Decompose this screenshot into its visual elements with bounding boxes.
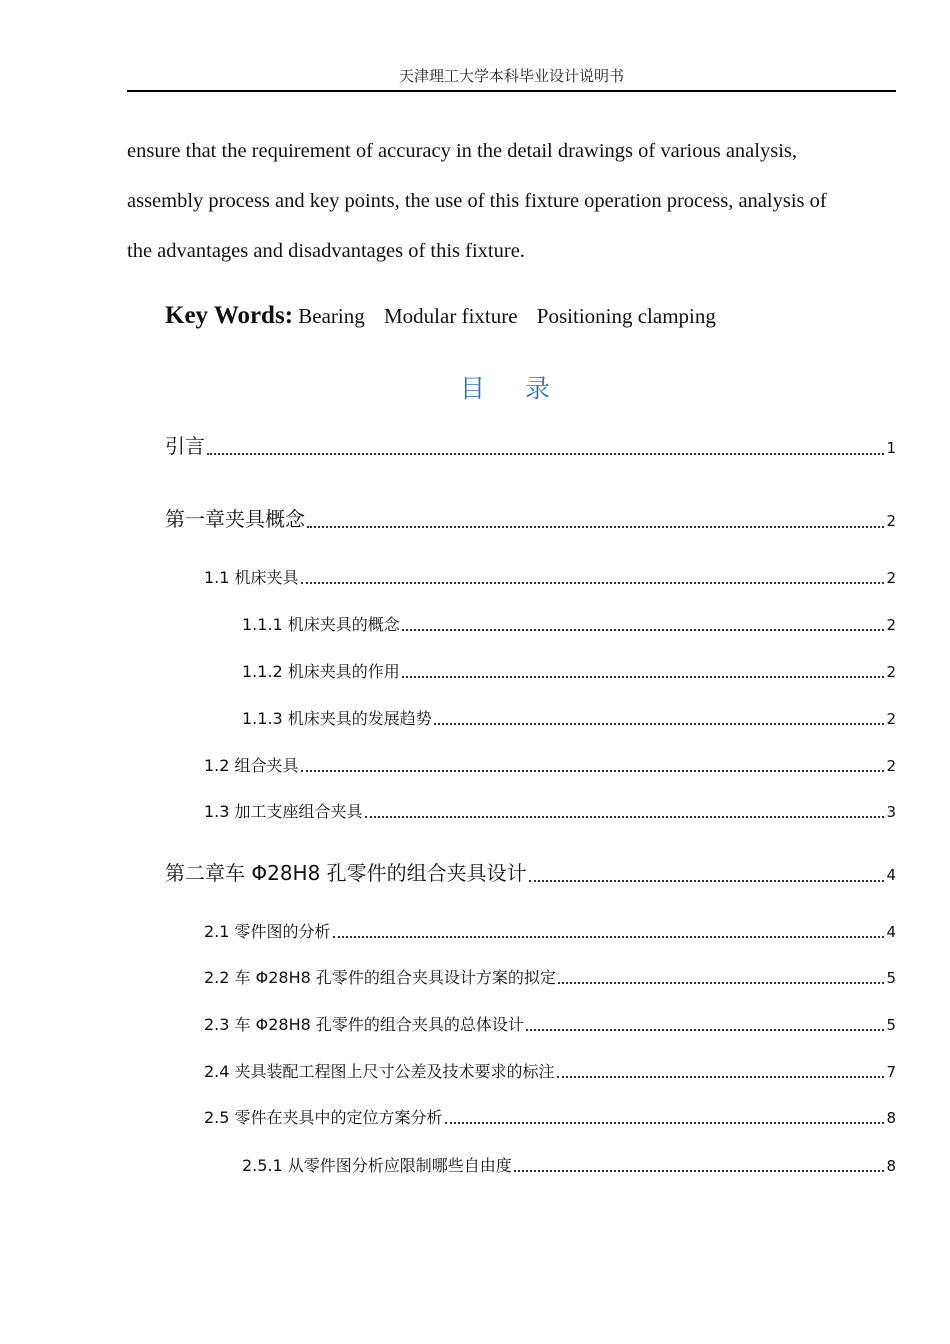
toc-entry-page: 2 — [886, 616, 896, 634]
toc-entry-label: 2.5.1 从零件图分析应限制哪些自由度 — [242, 1156, 512, 1175]
toc-entry[interactable] — [165, 430, 896, 459]
toc-leader-dots — [333, 936, 885, 938]
toc-entry[interactable] — [204, 1012, 896, 1035]
abstract-line: ensure that the requirement of accuracy in the detail drawings of various analysis, — [127, 140, 797, 162]
toc-leader-dots — [301, 582, 885, 584]
toc-leader-dots — [307, 526, 884, 528]
toc-entry-label: 1.1.2 机床夹具的作用 — [242, 662, 400, 681]
toc-entry-label: 2.3 车 Φ28H8 孔零件的组合夹具的总体设计 — [204, 1015, 524, 1034]
toc-leader-dots — [514, 1170, 885, 1172]
toc-entry-label: 1.1.3 机床夹具的发展趋势 — [242, 709, 432, 728]
toc-entry-label: 2.5 零件在夹具中的定位方案分析 — [204, 1108, 443, 1127]
toc-entry[interactable] — [204, 799, 896, 822]
toc-entry-label: 2.4 夹具装配工程图上尺寸公差及技术要求的标注 — [204, 1062, 555, 1081]
toc-entry[interactable] — [204, 753, 896, 776]
keyword-term: Positioning clamping — [536, 304, 716, 328]
toc-entry-page: 4 — [886, 866, 896, 884]
toc-entry[interactable] — [242, 659, 896, 682]
toc-leader-dots — [558, 982, 885, 984]
toc-entry-page: 2 — [886, 512, 896, 530]
keyword-term: Bearing — [298, 304, 365, 328]
toc-entry[interactable] — [204, 1059, 896, 1082]
toc-entry-page: 2 — [886, 757, 896, 775]
toc-entry-page: 5 — [886, 969, 896, 987]
toc-entry-page: 3 — [886, 803, 896, 821]
toc-entry-page: 8 — [886, 1157, 896, 1175]
toc-entry[interactable] — [204, 965, 896, 988]
toc-entry-label: 1.1 机床夹具 — [204, 568, 299, 587]
toc-entry-label: 引言 — [165, 434, 205, 458]
toc-entry-label: 第一章夹具概念 — [165, 507, 305, 531]
toc-leader-dots — [445, 1122, 885, 1124]
toc-entry-page: 8 — [886, 1109, 896, 1127]
keywords-line — [165, 296, 730, 336]
toc-entry[interactable] — [204, 565, 896, 588]
toc-title: 目录 — [459, 376, 590, 403]
toc-leader-dots — [557, 1076, 885, 1078]
toc-entry-label: 1.1.1 机床夹具的概念 — [242, 615, 400, 634]
toc-entry[interactable] — [242, 612, 896, 635]
page-header — [127, 64, 896, 92]
toc-entry-page: 2 — [886, 710, 896, 728]
toc-leader-dots — [402, 629, 885, 631]
toc-leader-dots — [402, 676, 885, 678]
keywords-label: Key Words: — [165, 302, 294, 329]
abstract-text — [127, 126, 896, 276]
toc-entry[interactable] — [165, 857, 896, 886]
toc-entry-label: 2.1 零件图的分析 — [204, 922, 331, 941]
toc-entry-label: 1.2 组合夹具 — [204, 756, 299, 775]
keyword-term: Modular fixture — [384, 304, 518, 328]
toc-entry-page: 2 — [886, 663, 896, 681]
abstract-line: assembly process and key points, the use of this fixture operation process, analysis of — [127, 190, 827, 212]
toc-entry-label: 第二章车 Φ28H8 孔零件的组合夹具设计 — [165, 861, 527, 885]
toc-leader-dots — [301, 770, 885, 772]
toc-entry-page: 5 — [886, 1016, 896, 1034]
toc-leader-dots — [365, 816, 885, 818]
toc-leader-dots — [526, 1029, 885, 1031]
header-title: 天津理工大学本科毕业设计说明书 — [398, 69, 624, 85]
toc-entry-label: 2.2 车 Φ28H8 孔零件的组合夹具设计方案的拟定 — [204, 968, 556, 987]
toc-entry-page: 1 — [886, 439, 896, 457]
toc-leader-dots — [434, 723, 885, 725]
toc-entry-label: 1.3 加工支座组合夹具 — [204, 802, 363, 821]
toc-entry[interactable] — [165, 503, 896, 532]
toc-entry-page: 2 — [886, 569, 896, 587]
toc-entry[interactable] — [242, 1153, 896, 1176]
toc-entry[interactable] — [242, 706, 896, 729]
toc-entry-page: 4 — [886, 923, 896, 941]
toc-leader-dots — [529, 880, 885, 882]
toc-entry[interactable] — [204, 919, 896, 942]
toc-entry[interactable] — [204, 1105, 896, 1128]
toc-leader-dots — [207, 453, 884, 455]
toc-entry-page: 7 — [886, 1063, 896, 1081]
abstract-line: the advantages and disadvantages of this fixture. — [127, 240, 525, 262]
